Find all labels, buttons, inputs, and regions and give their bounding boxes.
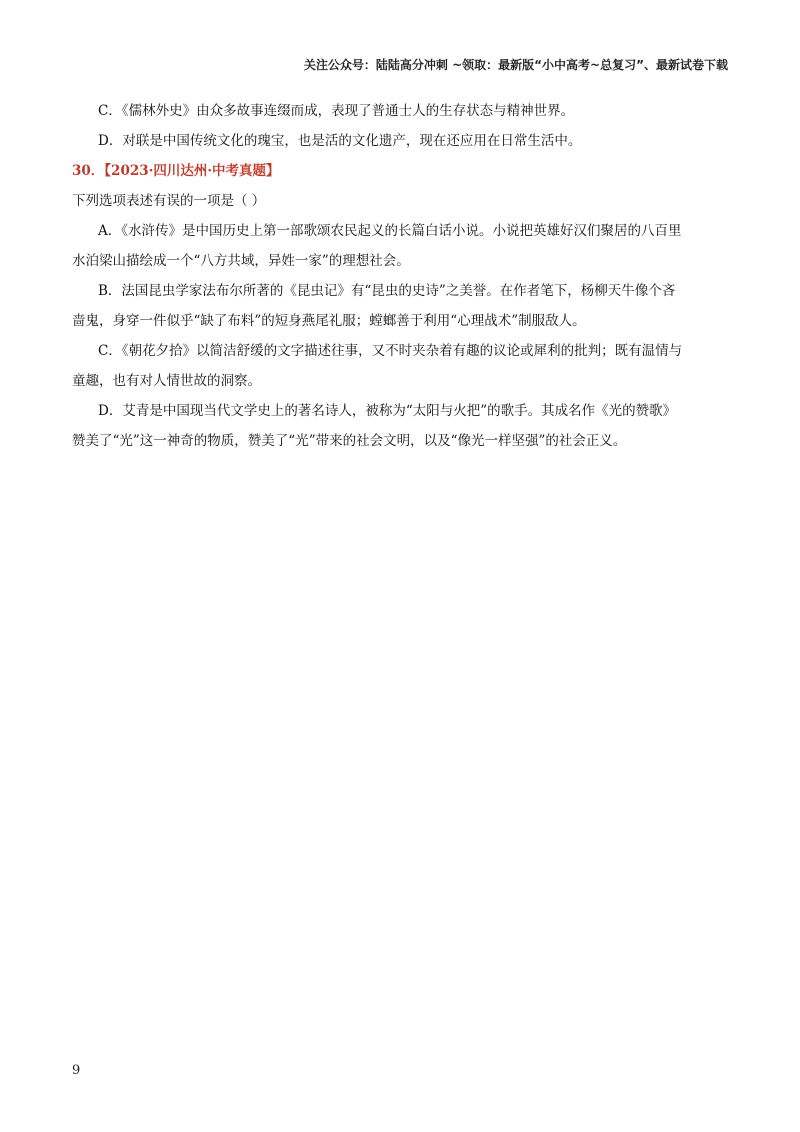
question-number: 30． [72, 163, 105, 179]
option-c-line-2: 童趣，也有对人情世故的洞察。 [72, 373, 261, 389]
option-b-line-2: 啬鬼，身穿一件似乎“缺了布料”的短身燕尾礼服；螳螂善于利用“心理战术”制服敌人。 [72, 313, 586, 329]
prev-option-d: D．对联是中国传统文化的瑰宝，也是活的文化遗产，现在还应用在日常生活中。 [98, 133, 582, 149]
option-d-line-1: D．艾青是中国现当代文学史上的著名诗人，被称为“太阳与火把”的歌手。其成名作《光的赞歌》 [98, 403, 677, 419]
option-a-line-2: 水泊梁山描绘成一个“八方共域，异姓一家”的理想社会。 [72, 253, 410, 269]
option-a [72, 216, 728, 276]
option-c [72, 336, 728, 396]
question-header [72, 156, 728, 186]
page-number: 9 [72, 1063, 81, 1078]
prev-option-c: C．《儒林外史》由众多故事连缀而成，表现了普通士人的生存状态与精神世界。 [98, 103, 575, 119]
header-note: 关注公众号：陆陆高分冲刺 ~领取：最新版“小中高考~总复习”、最新试卷下载 [303, 58, 728, 72]
option-b [72, 276, 728, 336]
option-d-line-2: 赞美了“光”这一神奇的物质，赞美了“光”带来的社会文明，以及“像光一样坚强”的社会正义。 [72, 433, 627, 449]
option-d [72, 396, 728, 456]
option-a-line-1: A．《水浒传》是中国历史上第一部歌颂农民起义的长篇白话小说。小说把英雄好汉们聚居的八百里 [98, 223, 682, 239]
question-stem: 下列选项表述有误的一项是（ ） [72, 193, 266, 209]
option-c-line-1: C．《朝花夕拾》以简洁舒缓的文字描述往事，又不时夹杂着有趣的议论或犀利的批判；既有温情与 [98, 343, 683, 359]
option-b-line-1: B．法国昆虫学家法布尔所著的《昆虫记》有“昆虫的史诗”之美誉。在作者笔下，杨柳天牛像个吝 [98, 283, 676, 299]
question-source: 【2023·四川达州·中考真题】 [104, 163, 280, 179]
page-content [72, 96, 728, 456]
